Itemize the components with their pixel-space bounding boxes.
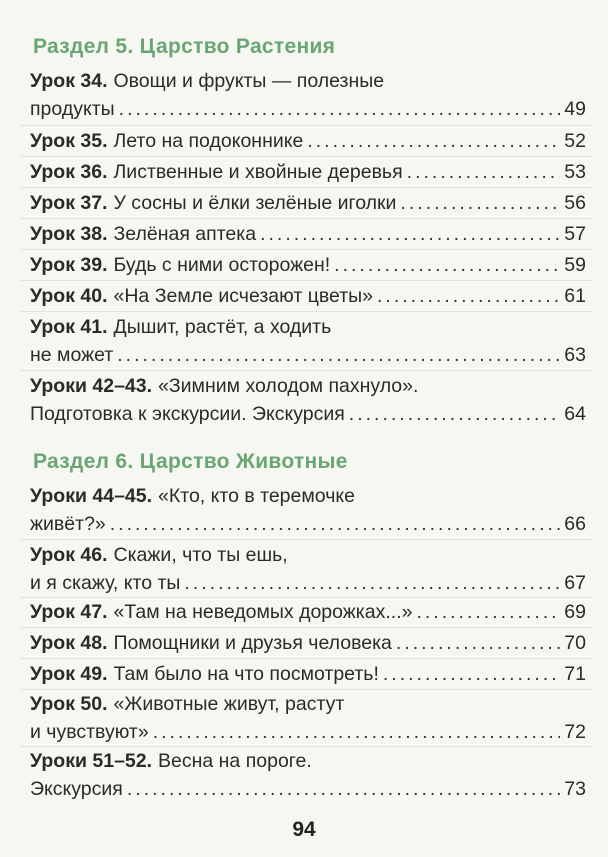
- page-number: 73: [564, 778, 586, 800]
- page-folio-number: 94: [292, 818, 316, 841]
- lesson-label: Урок 40.: [30, 285, 108, 307]
- lesson-title-line: Овощи и фрукты — полезные: [113, 70, 385, 92]
- lesson-title-line: продукты: [30, 98, 115, 120]
- lesson-label: Урок 47.: [30, 601, 108, 623]
- toc-entry-lesson-46: [30, 541, 586, 597]
- toc-entry-lesson-39: [30, 251, 586, 279]
- lesson-label: Урок 49.: [30, 663, 108, 685]
- lesson-title-line: Весна на пороге.: [158, 750, 312, 772]
- toc-entry-lesson-48: [30, 629, 586, 657]
- lesson-title-line: «Кто, кто в теремочке: [158, 485, 355, 507]
- lesson-label: Урок 48.: [30, 632, 108, 654]
- lesson-label: Уроки 44–45.: [30, 485, 153, 507]
- row-separator: [20, 249, 592, 250]
- row-separator: [20, 125, 592, 126]
- lesson-label: Уроки 42–43.: [30, 375, 153, 397]
- row-separator: [20, 311, 592, 312]
- lesson-title-line: «Там на неведомых дорожках...»: [113, 601, 413, 623]
- page-number: 56: [564, 192, 586, 214]
- page-number: 63: [564, 344, 586, 366]
- page-number: 70: [564, 632, 586, 654]
- leader-dots: [184, 569, 560, 597]
- lesson-title-line: «На Земле исчезают цветы»: [113, 285, 373, 307]
- leader-dots: [396, 629, 560, 657]
- page-number: 71: [564, 663, 586, 685]
- toc-entry-lesson-34: [30, 67, 586, 123]
- page-number: 57: [564, 223, 586, 245]
- toc-entry-lesson-41: [30, 313, 586, 369]
- lesson-title-line: Экскурсия: [30, 778, 123, 800]
- row-separator: [20, 627, 592, 628]
- page-number: 64: [564, 403, 586, 425]
- lesson-label: Урок 39.: [30, 254, 108, 276]
- lesson-label: Уроки 51–52.: [30, 750, 153, 772]
- lesson-title-line: не может: [30, 344, 114, 366]
- lesson-title-line: Зелёная аптека: [113, 223, 257, 245]
- lesson-title-line: Дышит, растёт, а ходить: [113, 316, 332, 338]
- toc-entry-lesson-40: [30, 282, 586, 310]
- leader-dots: [407, 158, 561, 186]
- lesson-label: Урок 37.: [30, 192, 108, 214]
- leader-dots: [334, 251, 560, 279]
- leader-dots: [307, 127, 560, 155]
- leader-dots: [110, 510, 561, 538]
- row-separator: [20, 280, 592, 281]
- lesson-title-line: Лиственные и хвойные деревья: [113, 161, 403, 183]
- leader-dots: [153, 718, 561, 746]
- lesson-title-line: Подготовка к экскурсии. Экскурсия: [30, 403, 345, 425]
- lesson-label: Урок 34.: [30, 70, 108, 92]
- lesson-title-line: Помощники и друзья человека: [113, 632, 392, 654]
- section-6-title: Раздел 6. Царство Животные: [33, 450, 348, 473]
- row-separator: [20, 370, 592, 371]
- lesson-title-line: Лето на подоконнике: [113, 130, 304, 152]
- lesson-label: Урок 50.: [30, 693, 108, 715]
- toc-entry-lessons-51-52: [30, 747, 586, 803]
- toc-entry-lesson-50: [30, 690, 586, 746]
- lesson-title-line: Будь с ними осторожен!: [113, 254, 331, 276]
- page-number: 67: [564, 572, 586, 594]
- toc-entry-lesson-36: [30, 158, 586, 186]
- lesson-title-line: «Животные живут, растут: [113, 693, 345, 715]
- lesson-title-line: и чувствуют»: [30, 721, 149, 743]
- toc-entry-lesson-38: [30, 220, 586, 248]
- row-separator: [20, 658, 592, 659]
- page-number: 59: [564, 254, 586, 276]
- row-separator: [20, 156, 592, 157]
- row-separator: [20, 218, 592, 219]
- leader-dots: [416, 598, 560, 626]
- leader-dots: [383, 660, 560, 688]
- row-separator: [20, 187, 592, 188]
- leader-dots: [119, 95, 561, 123]
- page-number: 49: [564, 98, 586, 120]
- lesson-label: Урок 35.: [30, 130, 108, 152]
- leader-dots: [127, 775, 560, 803]
- lesson-title-line: Там было на что посмотреть!: [113, 663, 379, 685]
- lesson-label: Урок 46.: [30, 544, 108, 566]
- leader-dots: [377, 282, 560, 310]
- leader-dots: [349, 400, 561, 428]
- leader-dots: [400, 189, 560, 217]
- lesson-title-line: живёт?»: [30, 513, 106, 535]
- page-number: 61: [564, 285, 586, 307]
- toc-entry-lesson-37: [30, 189, 586, 217]
- leader-dots: [117, 341, 560, 369]
- page-number: 72: [564, 721, 586, 743]
- page-number: 66: [564, 513, 586, 535]
- page-number: 52: [564, 130, 586, 152]
- leader-dots: [260, 220, 560, 248]
- lesson-label: Урок 36.: [30, 161, 108, 183]
- lesson-label: Урок 41.: [30, 316, 108, 338]
- page-number: 53: [564, 161, 586, 183]
- lesson-title-line: «Зимним холодом пахнуло».: [158, 375, 419, 397]
- row-separator: [20, 539, 592, 540]
- section-5-title: Раздел 5. Царство Растения: [33, 35, 336, 58]
- lesson-title-line: и я скажу, кто ты: [30, 572, 181, 594]
- toc-entry-lessons-44-45: [30, 482, 586, 538]
- lesson-title-line: Скажи, что ты ешь,: [113, 544, 288, 566]
- lesson-title-line: У сосны и ёлки зелёные иголки: [113, 192, 397, 214]
- toc-entry-lesson-47: [30, 598, 586, 626]
- toc-entry-lesson-35: [30, 127, 586, 155]
- page-number: 69: [564, 601, 586, 623]
- toc-entry-lesson-49: [30, 660, 586, 688]
- lesson-label: Урок 38.: [30, 223, 108, 245]
- toc-entry-lessons-42-43: [30, 372, 586, 428]
